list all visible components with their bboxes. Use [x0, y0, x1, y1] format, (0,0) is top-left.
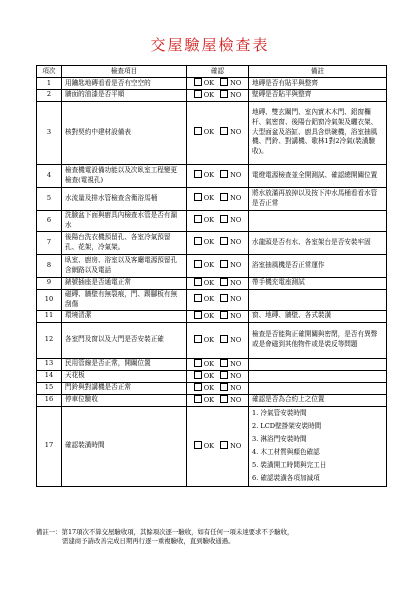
checkbox-label: OK [203, 79, 215, 87]
table-row [37, 187, 387, 210]
checkbox-label: NO [230, 90, 242, 99]
row-item: 牆面的油漆是否平順 [62, 89, 187, 101]
checkbox-no[interactable] [220, 360, 241, 368]
checkbox-square-icon[interactable] [220, 260, 228, 268]
row-confirm [187, 277, 249, 289]
row-confirm [187, 289, 249, 310]
checkbox-square-icon[interactable] [194, 383, 202, 391]
checkbox-no[interactable] [220, 279, 241, 287]
checkbox-label: NO [230, 335, 242, 344]
table-row [37, 289, 387, 310]
row-number: 17 [37, 406, 62, 486]
table-row [37, 101, 387, 164]
checkbox-label: OK [203, 441, 215, 450]
row-confirm [187, 210, 249, 231]
table-row [37, 164, 387, 187]
checkbox-ok[interactable] [194, 261, 214, 269]
row-confirm [187, 358, 249, 370]
remark-list-item: 1. 冷氣管安裝時間 [252, 409, 307, 418]
checkbox-no[interactable] [220, 171, 241, 179]
checkbox-no[interactable] [220, 295, 241, 303]
checkbox-square-icon[interactable] [194, 311, 202, 319]
checkbox-label: OK [203, 171, 215, 180]
row-confirm [187, 382, 249, 394]
row-number: 14 [37, 370, 62, 382]
table-row [37, 406, 387, 486]
header-item: 檢查項目 [62, 66, 187, 78]
row-remark: 壁磚是否貼平與整齊 [249, 89, 387, 101]
checkbox-square-icon[interactable] [220, 383, 228, 391]
checkbox-square-icon[interactable] [220, 294, 228, 302]
checkbox-square-icon[interactable] [194, 359, 202, 367]
row-number: 3 [37, 101, 62, 164]
header-no: 項次 [37, 66, 62, 78]
row-remark [249, 406, 387, 486]
row-item: 洗臉盆下面與廚具內檢查水管是否有漏水 [62, 210, 187, 231]
checkbox-no[interactable] [220, 79, 241, 87]
row-remark [249, 370, 387, 382]
checkbox-square-icon[interactable] [194, 260, 202, 268]
table-row [37, 322, 387, 358]
row-confirm [187, 78, 249, 90]
row-remark: 窗、地磚、牆壁、各式裝潢 [249, 310, 387, 322]
table-row [37, 254, 387, 277]
checkbox-label: NO [230, 216, 242, 225]
checkbox-ok[interactable] [194, 279, 214, 287]
row-item: 磁磚、牆壁有無裂痕，門、踢腳板有無刮傷 [62, 289, 187, 310]
row-confirm [187, 370, 249, 382]
row-confirm [187, 394, 249, 406]
table-row [37, 394, 387, 406]
checkbox-label: OK [203, 216, 215, 225]
row-number: 6 [37, 210, 62, 231]
checkbox-label: NO [230, 311, 242, 320]
checkbox-no[interactable] [220, 396, 241, 404]
checkbox-label: OK [203, 278, 215, 287]
row-item: 環境清潔 [62, 310, 187, 322]
checkbox-label: NO [230, 278, 242, 287]
checkbox-no[interactable] [220, 336, 241, 344]
table-row [37, 231, 387, 254]
checkbox-square-icon[interactable] [220, 371, 228, 379]
row-number: 9 [37, 277, 62, 289]
row-remark: 地磚是否有貼平與整齊 [249, 78, 387, 90]
checkbox-square-icon[interactable] [220, 90, 228, 98]
checkbox-ok[interactable] [194, 128, 214, 136]
checkbox-label: NO [230, 194, 242, 203]
table-row [37, 210, 387, 231]
table-row [37, 78, 387, 90]
row-remark: 電燈電源檢查並全開測試、確認總開關位置 [249, 164, 387, 187]
checkbox-square-icon[interactable] [194, 294, 202, 302]
row-remark [249, 210, 387, 231]
row-remark [249, 358, 387, 370]
checkbox-ok[interactable] [194, 442, 214, 450]
checkbox-no[interactable] [220, 194, 241, 202]
checkbox-label: OK [203, 194, 215, 203]
row-item: 民用管線是否正常，開關位置 [62, 358, 187, 370]
checkbox-no[interactable] [220, 261, 241, 269]
checkbox-label: OK [203, 295, 215, 304]
row-remark: 帶手機充電座測試 [249, 277, 387, 289]
row-item: 用鑰匙地磚看看是否有空空的 [62, 78, 187, 90]
row-remark: 確認是否為合約上之位置 [249, 394, 387, 406]
checkbox-square-icon[interactable] [194, 278, 202, 286]
checkbox-label: OK [203, 371, 215, 380]
checkbox-ok[interactable] [194, 360, 214, 368]
row-confirm [187, 101, 249, 164]
checkbox-ok[interactable] [194, 79, 214, 87]
row-number: 1 [37, 78, 62, 90]
checkbox-label: NO [230, 79, 242, 87]
checkbox-label: NO [230, 371, 242, 380]
row-confirm [187, 254, 249, 277]
checkbox-ok[interactable] [194, 336, 214, 344]
header-row [37, 66, 387, 78]
row-number: 11 [37, 310, 62, 322]
remark-list-item: 4. 木工材質與顏色確認 [252, 448, 320, 457]
checkbox-ok[interactable] [194, 91, 214, 99]
checkbox-label: NO [230, 261, 242, 270]
row-item: 停車位驗收 [62, 394, 187, 406]
footer-line2: 需建商予請改善完成日期再行逐一重複驗收，直到驗收通過。 [62, 536, 235, 545]
row-number: 5 [37, 187, 62, 210]
table-row [37, 358, 387, 370]
checkbox-square-icon[interactable] [220, 127, 228, 135]
checkbox-label: NO [230, 128, 242, 137]
checkbox-square-icon[interactable] [194, 395, 202, 403]
checkbox-square-icon[interactable] [194, 441, 202, 449]
checkbox-square-icon[interactable] [194, 193, 202, 201]
row-confirm [187, 406, 249, 486]
row-number: 13 [37, 358, 62, 370]
row-number: 4 [37, 164, 62, 187]
remark-list-item: 2. LCD壁掛架安裝時間 [252, 422, 322, 431]
remark-list-item: 6. 確認裝潢各項加減項 [252, 474, 320, 483]
remark-list-item: 3. 淋浴門安裝時間 [252, 435, 307, 444]
checkbox-square-icon[interactable] [194, 90, 202, 98]
checkbox-square-icon[interactable] [194, 237, 202, 245]
checkbox-ok[interactable] [194, 295, 214, 303]
row-remark [249, 289, 387, 310]
row-confirm [187, 164, 249, 187]
checkbox-square-icon[interactable] [194, 78, 202, 86]
checkbox-no[interactable] [220, 128, 241, 136]
checkbox-square-icon[interactable] [220, 311, 228, 319]
remark-list-item: 5. 裝潢開工時間與完工日 [252, 461, 327, 470]
checkbox-label: NO [230, 295, 242, 304]
row-item: 錶號插座是否通電正常 [62, 277, 187, 289]
row-number: 8 [37, 254, 62, 277]
row-item: 門鈴與對講機是否正常 [62, 382, 187, 394]
row-confirm [187, 322, 249, 358]
row-number: 2 [37, 89, 62, 101]
row-number: 15 [37, 382, 62, 394]
row-item: 水流量及排水管檢查含衛浴馬桶 [62, 187, 187, 210]
checkbox-ok[interactable] [194, 384, 214, 392]
table-row [37, 89, 387, 101]
checkbox-label: OK [203, 383, 215, 392]
checkbox-square-icon[interactable] [220, 335, 228, 343]
checkbox-square-icon[interactable] [194, 215, 202, 223]
checkbox-label: NO [230, 441, 242, 450]
checkbox-square-icon[interactable] [220, 193, 228, 201]
checkbox-square-icon[interactable] [220, 78, 228, 86]
row-item: 檢查機電設備功能以及次臥室工程變更檢查(電視孔) [62, 164, 187, 187]
row-remark [249, 382, 387, 394]
checkbox-no[interactable] [220, 372, 241, 380]
row-number: 16 [37, 394, 62, 406]
checkbox-label: OK [203, 238, 215, 247]
row-remark: 水龍頭是否有水、各室架台是否安裝牢固 [249, 231, 387, 254]
row-item: 各室門及窗以及大門是否安裝正確 [62, 322, 187, 358]
checkbox-ok[interactable] [194, 312, 214, 320]
checkbox-square-icon[interactable] [220, 441, 228, 449]
checkbox-label: OK [203, 90, 215, 99]
checkbox-ok[interactable] [194, 216, 214, 224]
checkbox-no[interactable] [220, 442, 241, 450]
row-item: 天花板 [62, 370, 187, 382]
checkbox-square-icon[interactable] [220, 278, 228, 286]
checkbox-ok[interactable] [194, 171, 214, 179]
row-item: 核對契約中建材設備表 [62, 101, 187, 164]
row-confirm [187, 187, 249, 210]
row-confirm [187, 310, 249, 322]
checkbox-square-icon[interactable] [220, 237, 228, 245]
header-confirm: 確認 [187, 66, 249, 78]
checkbox-ok[interactable] [194, 238, 214, 246]
checkbox-no[interactable] [220, 384, 241, 392]
row-remark: 浴室抽風機是否正常運作 [249, 254, 387, 277]
row-confirm [187, 89, 249, 101]
footer-label: 備註一： [36, 528, 62, 536]
row-confirm [187, 231, 249, 254]
checkbox-square-icon[interactable] [194, 371, 202, 379]
checkbox-label: NO [230, 238, 242, 247]
checkbox-no[interactable] [220, 216, 241, 224]
row-number: 12 [37, 322, 62, 358]
checkbox-label: OK [203, 311, 215, 320]
checkbox-label: OK [203, 261, 215, 270]
header-remark: 備註 [249, 66, 387, 78]
row-number: 7 [37, 231, 62, 254]
row-remark: 將水放滿再放掉以及按下沖水馬桶看看水管是否正常 [249, 187, 387, 210]
checkbox-square-icon[interactable] [220, 170, 228, 178]
row-item: 後陽台洗衣機預留孔、各室冷氣預留孔、花架，冷氣架。 [62, 231, 187, 254]
checkbox-no[interactable] [220, 238, 241, 246]
checkbox-square-icon[interactable] [220, 395, 228, 403]
table-row [37, 382, 387, 394]
checkbox-no[interactable] [220, 312, 241, 320]
checkbox-label: OK [203, 395, 215, 404]
footer-note [36, 528, 388, 545]
checkbox-square-icon[interactable] [220, 215, 228, 223]
form-title: 交屋驗屋檢查表 [150, 36, 270, 54]
checkbox-square-icon[interactable] [194, 127, 202, 135]
checkbox-label: NO [230, 395, 242, 404]
checkbox-square-icon[interactable] [194, 335, 202, 343]
checkbox-label: OK [203, 128, 215, 137]
row-number: 10 [37, 289, 62, 310]
checkbox-square-icon[interactable] [220, 359, 228, 367]
checkbox-label: NO [230, 359, 242, 368]
footer-line1: 第17項次不算交屋驗收項，其餘項次逐一驗收，如有任何一項未達要求不予驗收， [61, 528, 294, 536]
checkbox-no[interactable] [220, 91, 241, 99]
row-item: 臥室、廚房、浴室以及客廳電源預留孔含網路以及電話 [62, 254, 187, 277]
table-row [37, 310, 387, 322]
checkbox-ok[interactable] [194, 396, 214, 404]
checkbox-label: OK [203, 335, 215, 344]
inspection-table [36, 65, 387, 487]
row-remark: 檢查是否能夠正確開關與密閉，是否有異聲或是會磁到其他物件或是裝反等問題 [249, 322, 387, 358]
checkbox-label: NO [230, 383, 242, 392]
checkbox-ok[interactable] [194, 372, 214, 380]
row-item: 確認裝潢時間 [62, 406, 187, 486]
checkbox-ok[interactable] [194, 194, 214, 202]
table-row [37, 370, 387, 382]
checkbox-square-icon[interactable] [194, 170, 202, 178]
checkbox-label: NO [230, 171, 242, 180]
checkbox-label: OK [203, 359, 215, 368]
table-row [37, 277, 387, 289]
row-remark: 地磚、雙玄關門、室內實木木門、鋁窗欄杆、氣密窗、後陽台鋁窗冷氣架及曬衣架、大型面盆及浴缸、廚具含烘碗機，浴室抽風機、門鈴、對講機、歌林1對2冷氣(裝潢驗收)。 [249, 101, 387, 164]
